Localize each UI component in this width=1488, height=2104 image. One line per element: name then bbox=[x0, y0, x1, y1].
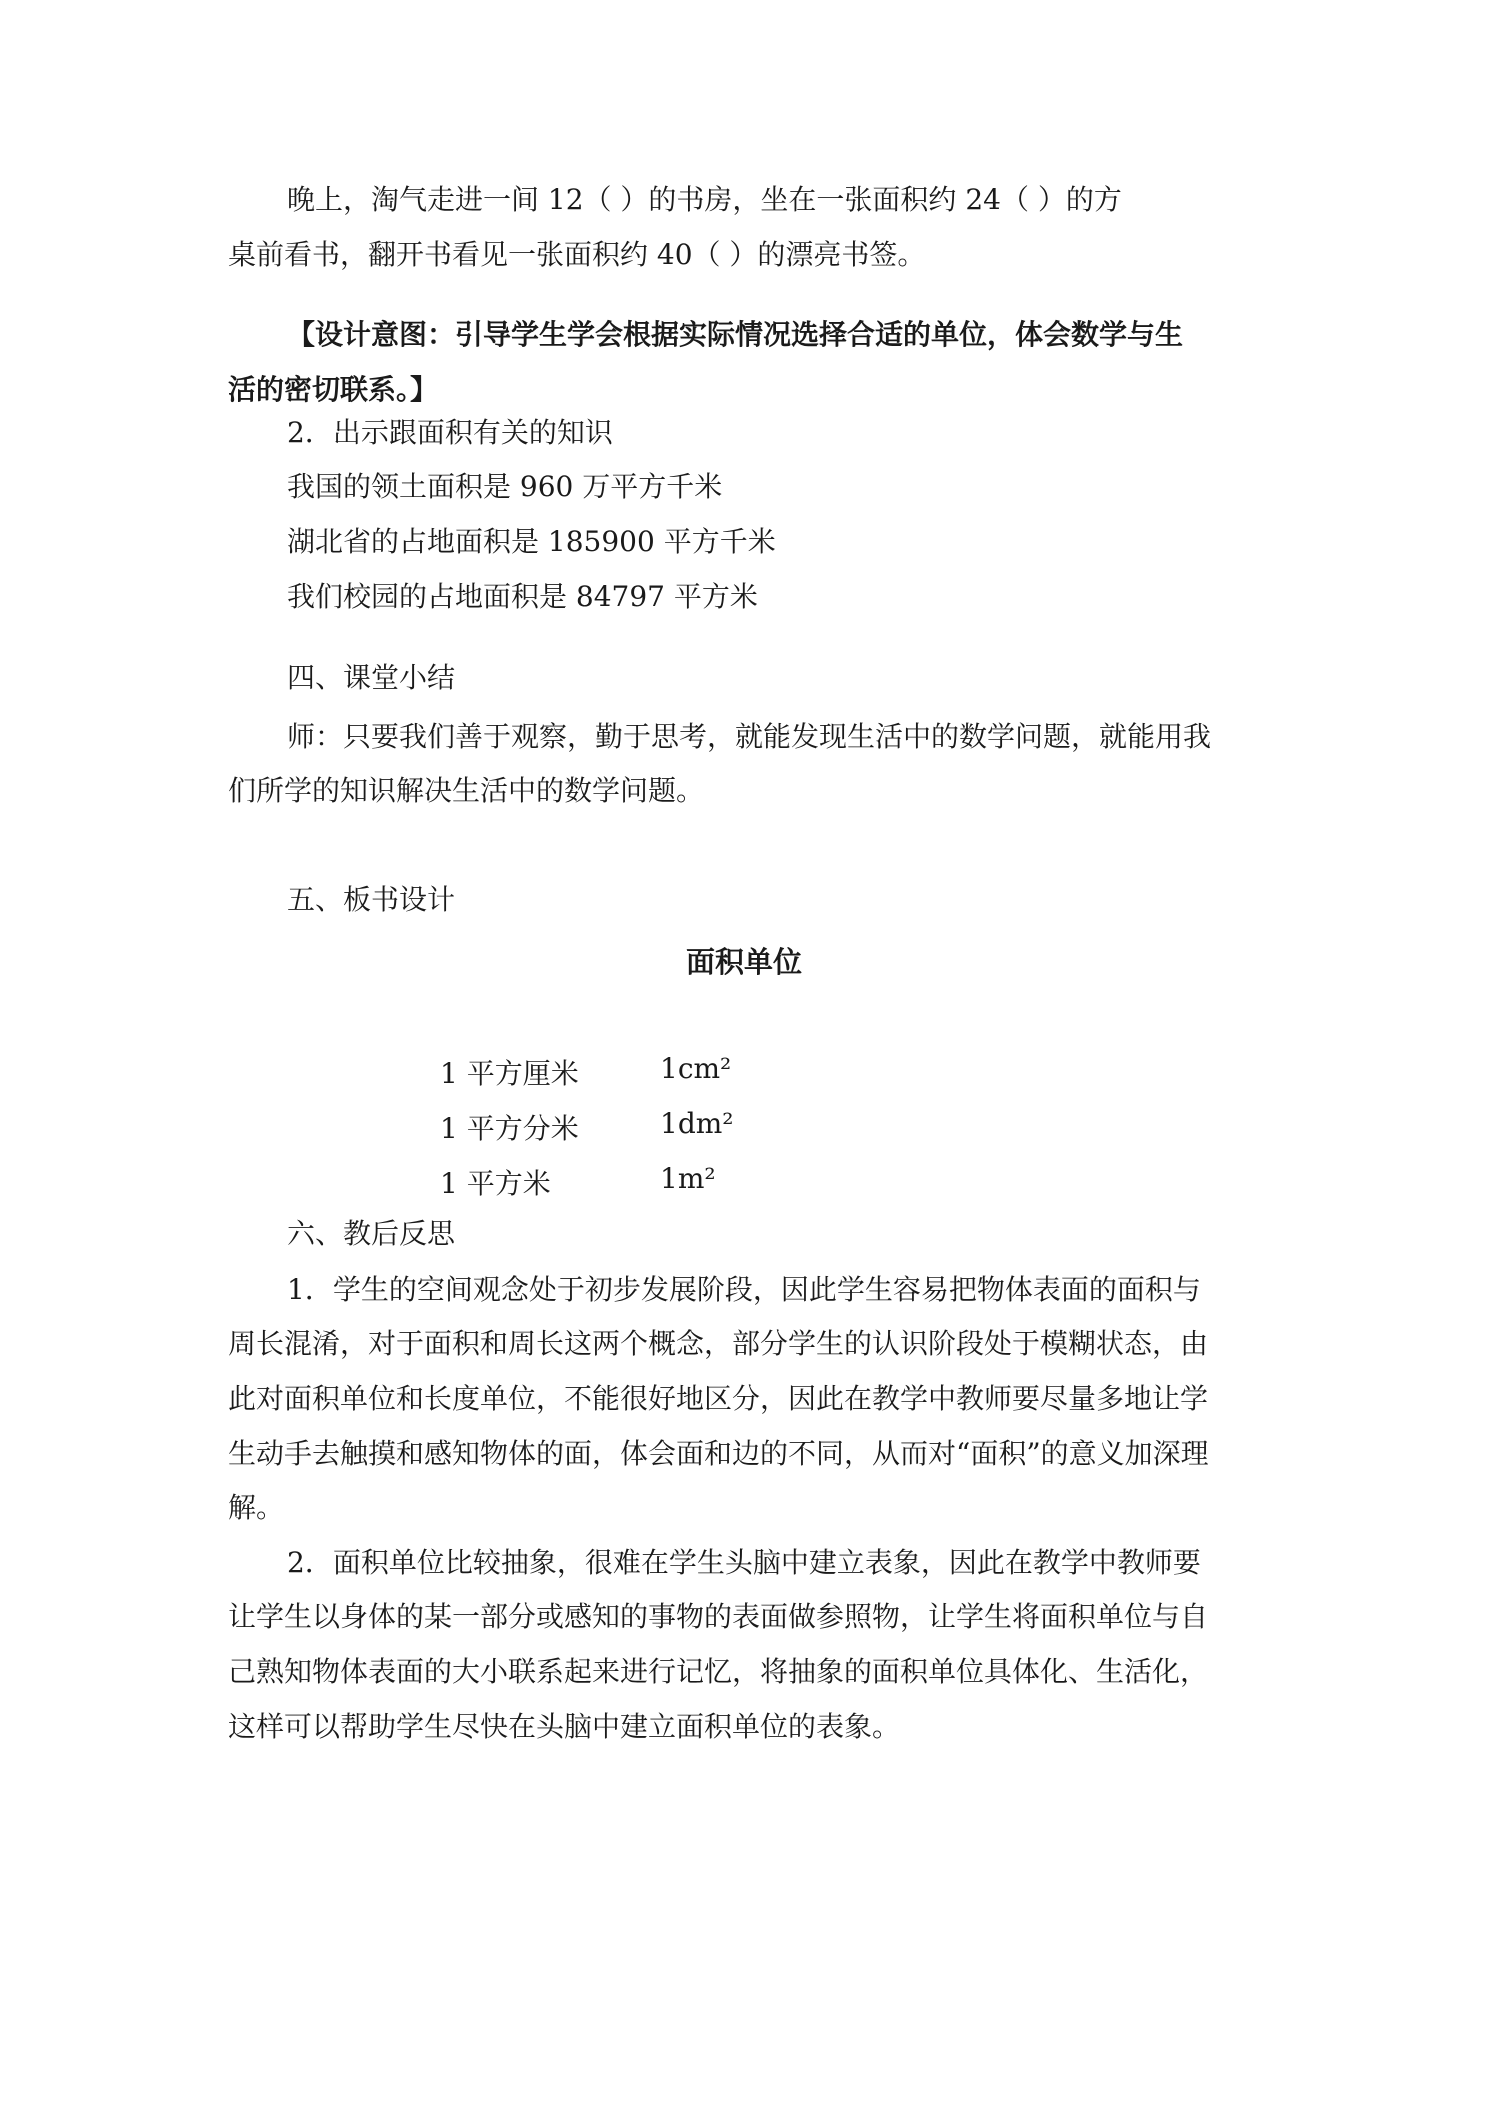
knowledge-item: 我们校园的占地面积是 84797 平方米 bbox=[287, 580, 758, 613]
unit-name: 1 平方分米 bbox=[440, 1112, 579, 1145]
reflection-p2-line: 这样可以帮助学生尽快在头脑中建立面积单位的表象。 bbox=[228, 1710, 901, 1743]
summary-line-1: 师：只要我们善于观察，勤于思考，就能发现生活中的数学问题，就能用我 bbox=[287, 720, 1212, 753]
design-intent-line-1: 【设计意图：引导学生学会根据实际情况选择合适的单位，体会数学与生 bbox=[287, 318, 1184, 351]
unit-symbol: 1m² bbox=[660, 1162, 716, 1195]
design-intent-line-2: 活的密切联系。】 bbox=[228, 373, 439, 406]
reflection-p2-line: 己熟知物体表面的大小联系起来进行记忆，将抽象的面积单位具体化、生活化， bbox=[228, 1655, 1209, 1688]
unit-name: 1 平方厘米 bbox=[440, 1057, 579, 1090]
summary-heading: 四、课堂小结 bbox=[287, 661, 456, 694]
scenario-line-1: 晚上，淘气走进一间 12（ ）的书房，坐在一张面积约 24（ ）的方 bbox=[287, 183, 1122, 216]
reflection-p1-line: 解。 bbox=[228, 1491, 285, 1524]
knowledge-heading: 2．出示跟面积有关的知识 bbox=[287, 416, 613, 449]
reflection-p1-line: 周长混淆，对于面积和周长这两个概念，部分学生的认识阶段处于模糊状态，由 bbox=[228, 1327, 1209, 1360]
reflection-p2-line: 2．面积单位比较抽象，很难在学生头脑中建立表象，因此在教学中教师要 bbox=[287, 1546, 1201, 1579]
unit-symbol: 1dm² bbox=[660, 1107, 734, 1140]
knowledge-item: 我国的领土面积是 960 万平方千米 bbox=[287, 470, 723, 503]
summary-line-2: 们所学的知识解决生活中的数学问题。 bbox=[228, 774, 705, 807]
reflection-p2-line: 让学生以身体的某一部分或感知的事物的表面做参照物，让学生将面积单位与自 bbox=[228, 1600, 1209, 1633]
reflection-p1-line: 生动手去触摸和感知物体的面，体会面和边的不同，从而对“面积”的意义加深理 bbox=[228, 1437, 1209, 1470]
unit-symbol: 1cm² bbox=[660, 1052, 732, 1085]
scenario-line-2: 桌前看书，翻开书看见一张面积约 40（ ）的漂亮书签。 bbox=[228, 238, 926, 271]
reflection-p1-line: 此对面积单位和长度单位，不能很好地区分，因此在教学中教师要尽量多地让学 bbox=[228, 1382, 1209, 1415]
knowledge-item: 湖北省的占地面积是 185900 平方千米 bbox=[287, 525, 776, 558]
reflection-heading: 六、教后反思 bbox=[287, 1217, 456, 1250]
reflection-p1-line: 1．学生的空间观念处于初步发展阶段，因此学生容易把物体表面的面积与 bbox=[287, 1273, 1201, 1306]
board-heading: 五、板书设计 bbox=[287, 883, 456, 916]
unit-name: 1 平方米 bbox=[440, 1167, 551, 1200]
board-title: 面积单位 bbox=[685, 945, 802, 979]
